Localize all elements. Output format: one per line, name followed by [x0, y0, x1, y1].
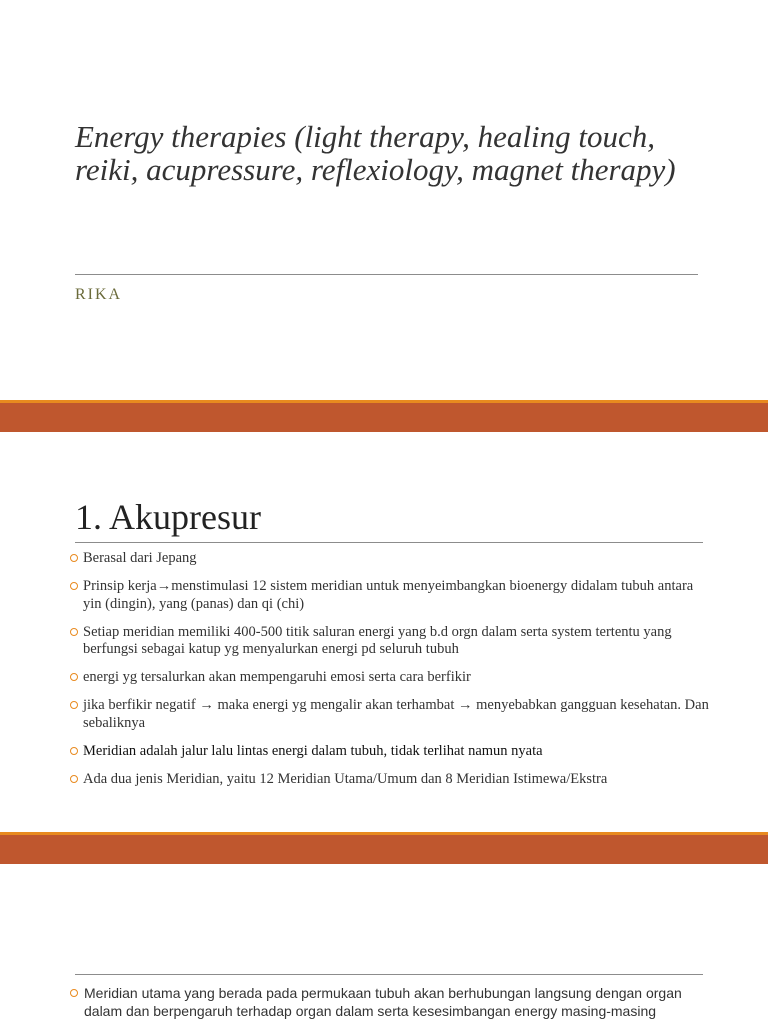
slide-separator-band: [0, 400, 768, 432]
slide-akupresur: [0, 432, 768, 832]
bullet-circle-icon: [70, 673, 78, 681]
bullet-list: [70, 985, 710, 1020]
bullet-list: [70, 550, 710, 799]
list-item: Ada dua jenis Meridian, yaitu 12 Meridian Utama/Umum dan 8 Meridian Istimewa/Ekstra: [70, 771, 710, 789]
slide-title: [0, 0, 768, 400]
list-item: Berasal dari Jepang: [70, 550, 710, 568]
bullet-circle-icon: [70, 747, 78, 755]
slide-meridian: [0, 864, 768, 1024]
list-item: Prinsip kerja→menstimulasi 12 sistem meridian untuk menyeimbangkan bioenergy didalam tubuh antara yin (dingin), yang (panas) dan qi (chi): [70, 578, 710, 613]
title-divider: [75, 274, 698, 275]
bullet-circle-icon: [70, 775, 78, 783]
slide-title-heading: Energy therapies (light therapy, healing touch, reiki, acupressure, reflexiology, magnet therapy): [75, 119, 676, 187]
list-item: energi yg tersalurkan akan mempengaruhi emosi serta cara berfikir: [70, 669, 710, 687]
list-item: Meridian utama yang berada pada permukaan tubuh akan berhubungan langsung dengan organ dalam dan berpengaruh terhadap organ dalam serta kesesimbangan energy masing-masing: [70, 985, 710, 1020]
slide-heading: 1. Akupresur: [75, 497, 261, 537]
author-name: RIKA: [75, 286, 123, 303]
list-item: Meridian adalah jalur lalu lintas energi dalam tubuh, tidak terlihat namun nyata: [70, 743, 710, 761]
bullet-circle-icon: [70, 554, 78, 562]
heading-divider: [75, 974, 703, 975]
bullet-circle-icon: [70, 628, 78, 636]
heading-divider: [75, 542, 703, 543]
bullet-circle-icon: [70, 582, 78, 590]
bullet-circle-icon: [70, 989, 78, 997]
slide-separator-band: [0, 832, 768, 864]
list-item: jika berfikir negatif → maka energi yg mengalir akan terhambat → menyebabkan gangguan kesehatan. Dan sebaliknya: [70, 697, 710, 732]
bullet-circle-icon: [70, 701, 78, 709]
list-item: Setiap meridian memiliki 400-500 titik saluran energi yang b.d orgn dalam serta system tertentu yang berfungsi sebagai katup yg menyalurkan energi pd seluruh tubuh: [70, 624, 710, 659]
